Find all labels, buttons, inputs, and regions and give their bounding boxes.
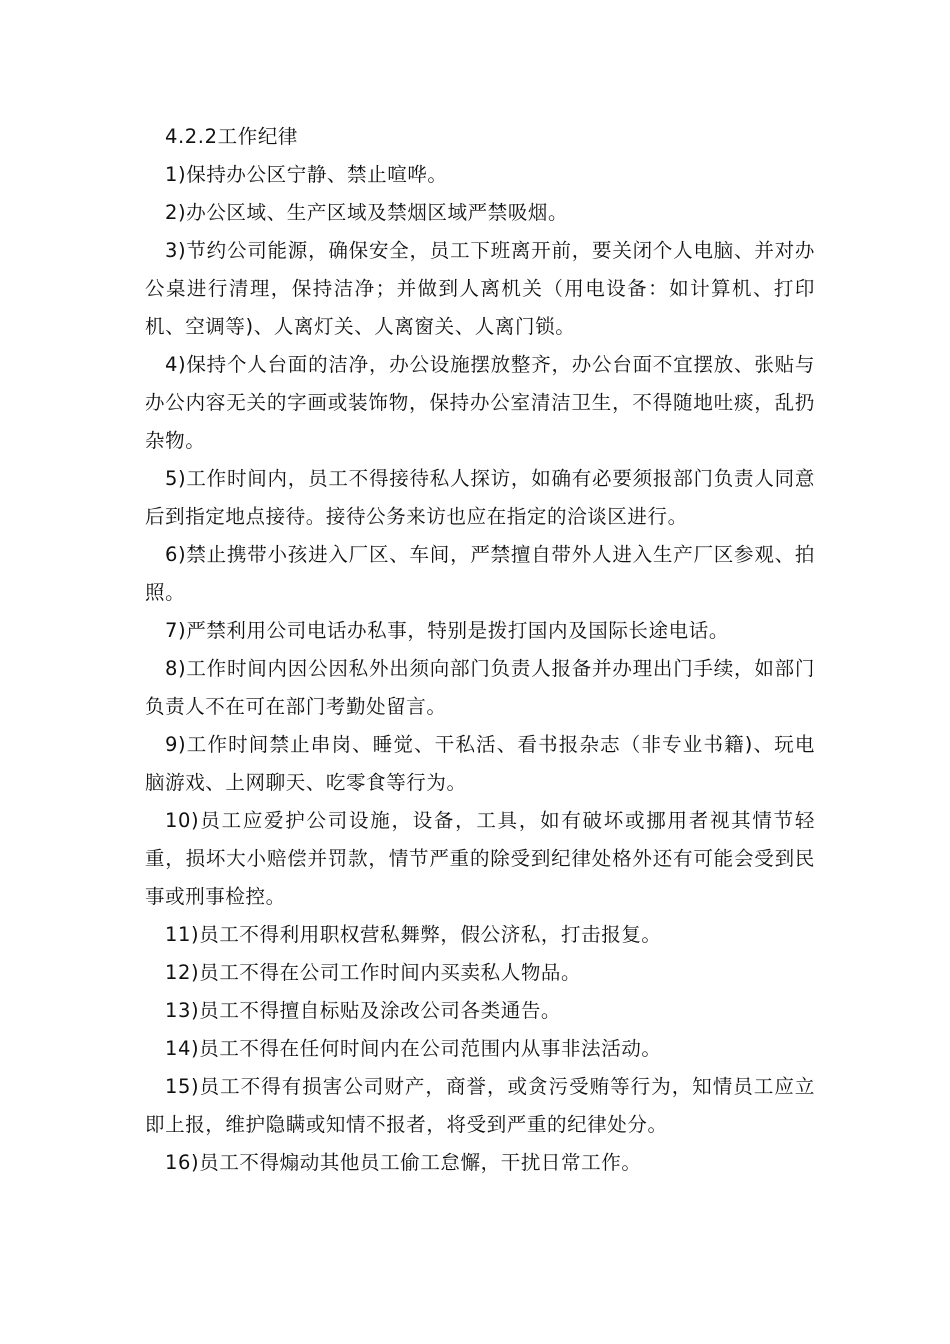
- rule-paragraph-7: 7)严禁利用公司电话办私事，特别是拨打国内及国际长途电话。: [165, 619, 729, 642]
- rule-paragraph-2: 2)办公区域、生产区域及禁烟区域严禁吸烟。: [165, 201, 569, 224]
- rule-paragraph-12: 12)员工不得在公司工作时间内买卖私人物品。: [165, 961, 582, 984]
- document-body: [145, 118, 815, 1182]
- rule-paragraph-5: 5)工作时间内，员工不得接待私人探访，如确有必要须报部门负责人同意后到指定地点接待。接待公务来访也应在指定的洽谈区进行。: [145, 467, 815, 528]
- section-heading: 4.2.2工作纪律: [165, 125, 299, 148]
- rule-paragraph-16: 16)员工不得煽动其他员工偷工怠懈，干扰日常工作。: [165, 1151, 642, 1174]
- rule-paragraph-3: 3)节约公司能源，确保安全，员工下班离开前，要关闭个人电脑、并对办公桌进行清理，保持洁净；并做到人离机关（用电设备：如计算机、打印机、空调等)、人离灯关、人离窗关、人离门锁。: [145, 239, 815, 338]
- rule-paragraph-11: 11)员工不得利用职权营私舞弊，假公济私，打击报复。: [165, 923, 662, 946]
- rule-paragraph-10: 10)员工应爱护公司设施，设备，工具，如有破坏或挪用者视其情节轻重，损坏大小赔偿并罚款，情节严重的除受到纪律处格外还有可能会受到民事或刑事检控。: [145, 809, 815, 908]
- rule-paragraph-1: 1)保持办公区宁静、禁止喧哗。: [165, 163, 448, 186]
- rule-paragraph-13: 13)员工不得擅自标贴及涂改公司各类通告。: [165, 999, 562, 1022]
- rule-paragraph-14: 14)员工不得在任何时间内在公司范围内从事非法活动。: [165, 1037, 662, 1060]
- rule-paragraph-8: 8)工作时间内因公因私外出须向部门负责人报备并办理出门手续，如部门负责人不在可在部门考勤处留言。: [145, 657, 815, 718]
- rule-paragraph-4: 4)保持个人台面的洁净，办公设施摆放整齐，办公台面不宜摆放、张贴与办公内容无关的字画或装饰物，保持办公室清洁卫生，不得随地吐痰，乱扔杂物。: [145, 353, 815, 452]
- rule-paragraph-15: 15)员工不得有损害公司财产，商誉，或贪污受贿等行为，知情员工应立即上报，维护隐瞒或知情不报者，将受到严重的纪律处分。: [145, 1075, 815, 1136]
- rule-paragraph-9: 9)工作时间禁止串岗、睡觉、干私活、看书报杂志（非专业书籍)、玩电脑游戏、上网聊天、吃零食等行为。: [145, 733, 815, 794]
- rule-paragraph-6: 6)禁止携带小孩进入厂区、车间，严禁擅自带外人进入生产厂区参观、拍照。: [145, 543, 815, 604]
